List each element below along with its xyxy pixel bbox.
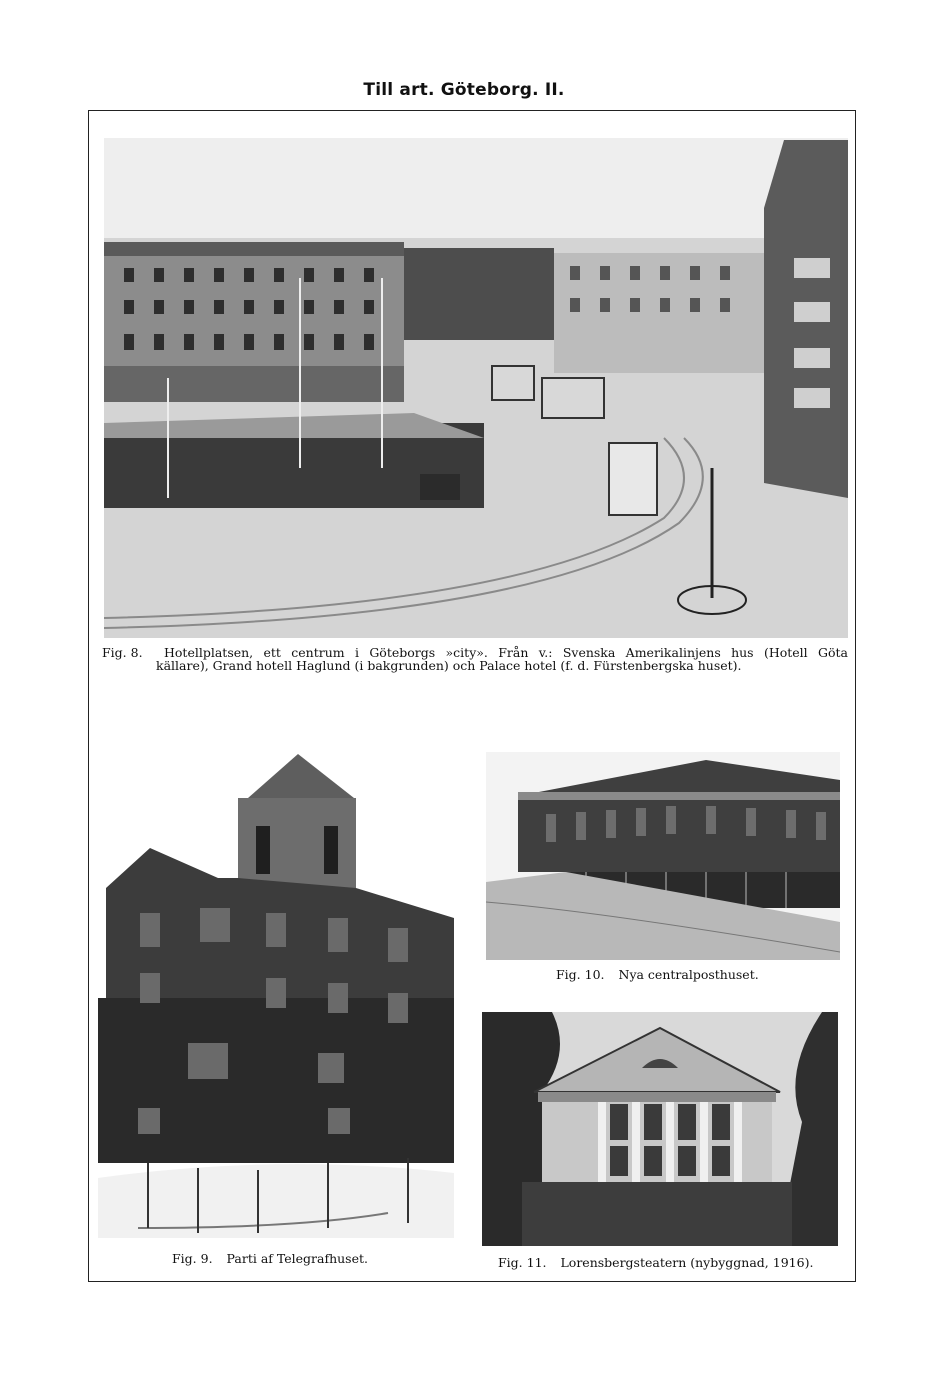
photo-hotellplatsen — [104, 138, 848, 638]
fig8-caption-line1: Hotellplatsen, ett centrum i Göteborgs »city». Från v.: Svenska Amerikalinjens hus (Hotell Göta — [164, 645, 848, 660]
fig11-number: Fig. 11. — [498, 1255, 547, 1270]
fig11-caption: Lorensbergsteatern (nybyggnad, 1916). — [560, 1255, 814, 1270]
fig10-number: Fig. 10. — [556, 967, 605, 982]
page-title: Till art. Göteborg. II. — [363, 80, 565, 100]
caption-fig11 — [498, 1256, 813, 1270]
fig8-caption-line2: källare), Grand hotell Haglund (i bakgrunden) och Palace hotel (f. d. Fürstenbergska huset). — [156, 658, 742, 673]
caption-fig10 — [556, 968, 759, 982]
caption-fig9 — [172, 1252, 368, 1266]
photo-lorensbergsteatern — [482, 1012, 838, 1246]
fig8-number: Fig. 8. — [102, 645, 143, 660]
fig9-number: Fig. 9. — [172, 1251, 213, 1266]
photo-centralposthuset — [486, 752, 840, 960]
fig9-caption: Parti af Telegrafhuset. — [226, 1251, 368, 1266]
photo-telegrafhuset — [98, 708, 454, 1238]
fig10-caption: Nya centralposthuset. — [618, 967, 759, 982]
